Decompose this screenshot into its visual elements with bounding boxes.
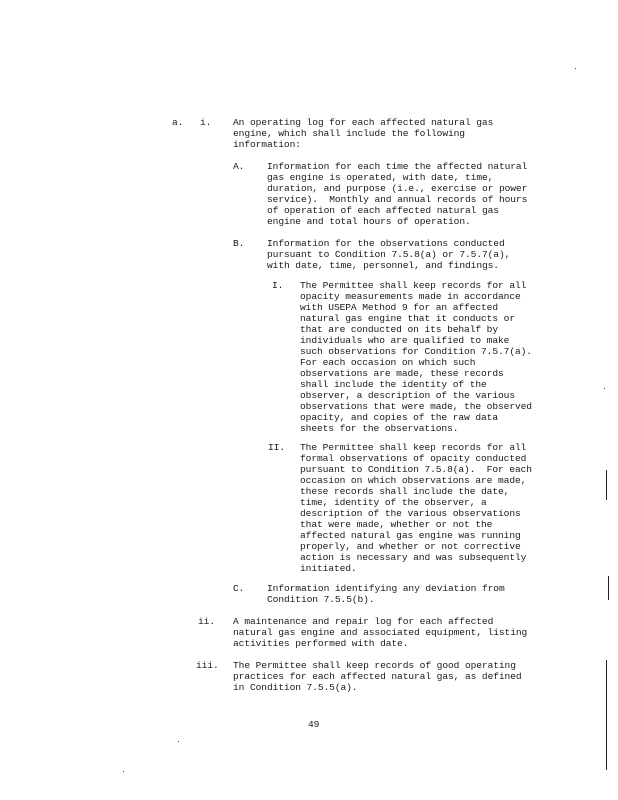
item-B-I-line: observations that were made, the observed bbox=[300, 401, 532, 412]
item-C-line: Information identifying any deviation from bbox=[267, 583, 505, 594]
item-A-line: service). Monthly and annual records of hours bbox=[267, 194, 528, 205]
item-roman-i: i. bbox=[200, 117, 212, 128]
item-iii-line: in Condition 7.5.5(a). bbox=[233, 682, 358, 693]
item-B-II-line: formal observations of opacity conducted bbox=[300, 453, 527, 464]
item-iii-label: iii. bbox=[196, 660, 219, 671]
item-ii-label: ii. bbox=[198, 616, 215, 627]
item-B-I-line: The Permittee shall keep records for all bbox=[300, 280, 527, 291]
item-B-II-line: description of the various observations bbox=[300, 508, 521, 519]
intro-line: An operating log for each affected natural gas bbox=[233, 117, 494, 128]
item-ii-line: activities performed with date. bbox=[233, 638, 409, 649]
item-iii-line: practices for each affected natural gas, as defined bbox=[233, 671, 522, 682]
item-B-I-line: that are conducted on its behalf by bbox=[300, 324, 499, 335]
item-ii-line: natural gas engine and associated equipment, listing bbox=[233, 627, 528, 638]
item-A-line: gas engine is operated, with date, time, bbox=[267, 172, 494, 183]
item-B-I-line: observer, a description of the various bbox=[300, 390, 515, 401]
intro-line: engine, which shall include the following bbox=[233, 128, 465, 139]
scan-edge-line-upper bbox=[606, 470, 607, 500]
item-B-II-line: properly, and whether or not corrective bbox=[300, 541, 521, 552]
item-iii-line: The Permittee shall keep records of good operating bbox=[233, 660, 516, 671]
page-number: 49 bbox=[308, 719, 320, 730]
item-B-I-line: with USEPA Method 9 for an affected bbox=[300, 302, 499, 313]
item-A-line: engine and total hours of operation. bbox=[267, 216, 471, 227]
item-B-II-line: affected natural gas engine was running bbox=[300, 530, 521, 541]
item-B-I-line: opacity measurements made in accordance bbox=[300, 291, 521, 302]
scan-speck bbox=[604, 388, 605, 389]
item-B-II-line: action is necessary and was subsequently bbox=[300, 552, 527, 563]
item-B-I-line: observations are made, these records bbox=[300, 368, 504, 379]
item-C-line: Condition 7.5.5(b). bbox=[267, 594, 375, 605]
item-A-line: Information for each time the affected natural bbox=[267, 161, 528, 172]
scan-speck bbox=[178, 741, 179, 742]
item-B-II-line: initiated. bbox=[300, 563, 357, 574]
item-B-I-line: natural gas engine that it conducts or bbox=[300, 313, 515, 324]
item-B-I-line: opacity, and copies of the raw data bbox=[300, 412, 499, 423]
scan-edge-line-lower bbox=[606, 660, 607, 770]
item-B-I-line: individuals who are qualified to make bbox=[300, 335, 510, 346]
item-B-I-label: I. bbox=[272, 280, 284, 291]
item-A-line: duration, and purpose (i.e., exercise or power bbox=[267, 183, 528, 194]
item-B-I-line: shall include the identity of the bbox=[300, 379, 487, 390]
item-ii-line: A maintenance and repair log for each affected bbox=[233, 616, 494, 627]
item-B-II-label: II. bbox=[268, 442, 285, 453]
item-B-II-line: occasion on which observations are made, bbox=[300, 475, 527, 486]
item-B-II-line: pursuant to Condition 7.5.8(a). For each bbox=[300, 464, 532, 475]
item-letter-a: a. bbox=[172, 117, 184, 128]
item-B-line: Information for the observations conducted bbox=[267, 238, 505, 249]
scan-speck bbox=[575, 68, 576, 69]
item-B-I-line: such observations for Condition 7.5.7(a). bbox=[300, 346, 532, 357]
item-B-I-line: For each occasion on which such bbox=[300, 357, 476, 368]
intro-line: information: bbox=[233, 139, 301, 150]
item-B-II-line: The Permittee shall keep records for all bbox=[300, 442, 527, 453]
item-C-label: C. bbox=[233, 583, 245, 594]
item-A-label: A. bbox=[233, 161, 245, 172]
scan-edge-line-mid bbox=[608, 576, 609, 600]
item-B-I-line: sheets for the observations. bbox=[300, 423, 459, 434]
scan-speck bbox=[123, 771, 124, 772]
item-B-II-line: that were made, whether or not the bbox=[300, 519, 493, 530]
item-B-line: pursuant to Condition 7.5.8(a) or 7.5.7(a), bbox=[267, 249, 511, 260]
item-B-II-line: time, identity of the observer, a bbox=[300, 497, 487, 508]
item-B-label: B. bbox=[233, 238, 245, 249]
item-A-line: of operation of each affected natural gas bbox=[267, 205, 499, 216]
item-B-II-line: these records shall include the date, bbox=[300, 486, 510, 497]
item-B-line: with date, time, personnel, and findings. bbox=[267, 260, 499, 271]
